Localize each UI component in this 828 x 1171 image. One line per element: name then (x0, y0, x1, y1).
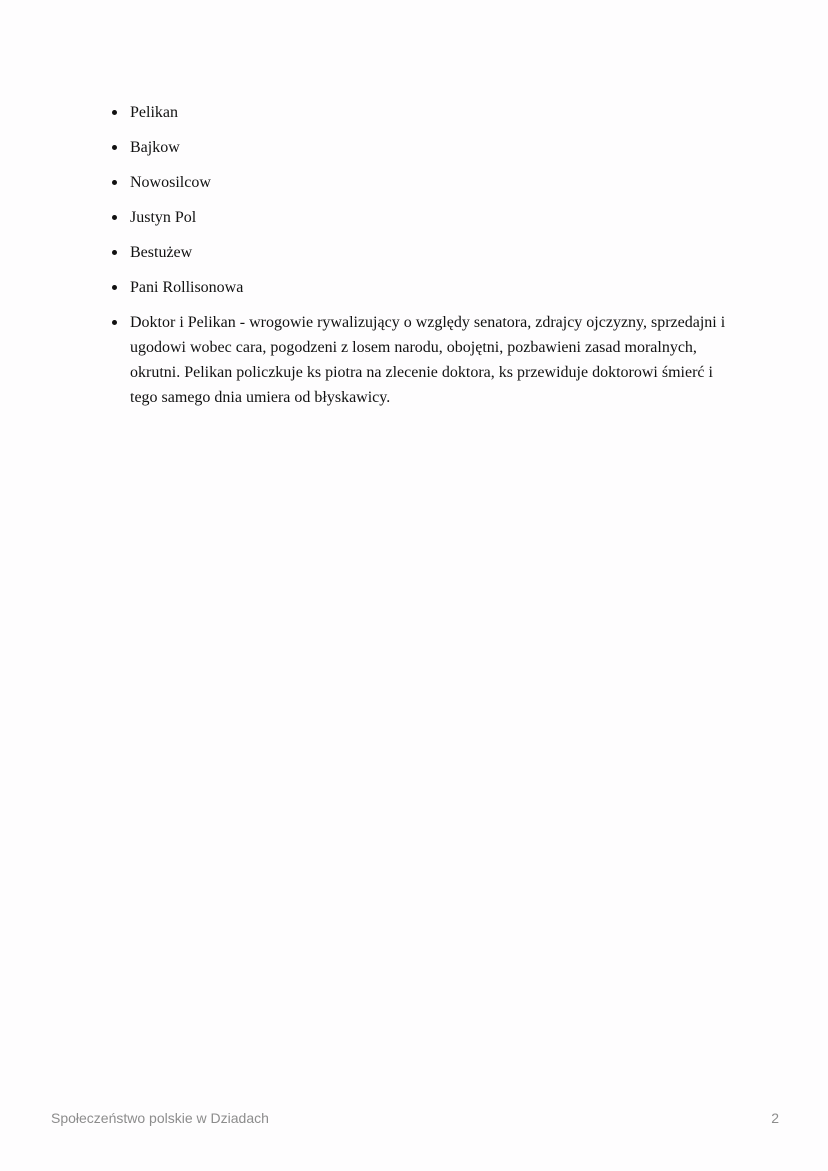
bullet-icon (112, 320, 117, 325)
list-item (112, 170, 732, 195)
bullet-icon (112, 250, 117, 255)
bullet-icon (112, 145, 117, 150)
bullet-icon (112, 285, 117, 290)
bullet-icon (112, 215, 117, 220)
list-item (112, 100, 732, 125)
list-item-text: Pelikan (130, 104, 178, 121)
list-item (112, 310, 732, 410)
bullet-icon (112, 110, 117, 115)
footer-page-number: 2 (771, 1110, 779, 1126)
list-item (112, 135, 732, 160)
footer-document-title: Społeczeństwo polskie w Dziadach (51, 1110, 269, 1126)
list-item-text: Bajkow (130, 139, 180, 156)
list-item-text: Doktor i Pelikan - wrogowie rywalizujący o względy senatora, zdrajcy ojczyzny, sprzedajni i ugodowi wobec cara, pogodzeni z losem narodu, obojętni, pozbawieni zasad moralnych, okrutni. Pelikan policzkuje ks piotra na zlecenie doktora, ks przewiduje doktorowi śmierć i tego samego dnia umiera od błyskawicy. (130, 314, 726, 406)
list-item (112, 240, 732, 265)
bullet-icon (112, 180, 117, 185)
list-item-text: Bestużew (130, 244, 193, 261)
list-item (112, 205, 732, 230)
list-item-text: Pani Rollisonowa (130, 279, 244, 296)
bullet-list (112, 100, 732, 420)
list-item-text: Justyn Pol (130, 209, 197, 226)
list-item (112, 275, 732, 300)
list-item-text: Nowosilcow (130, 174, 211, 191)
